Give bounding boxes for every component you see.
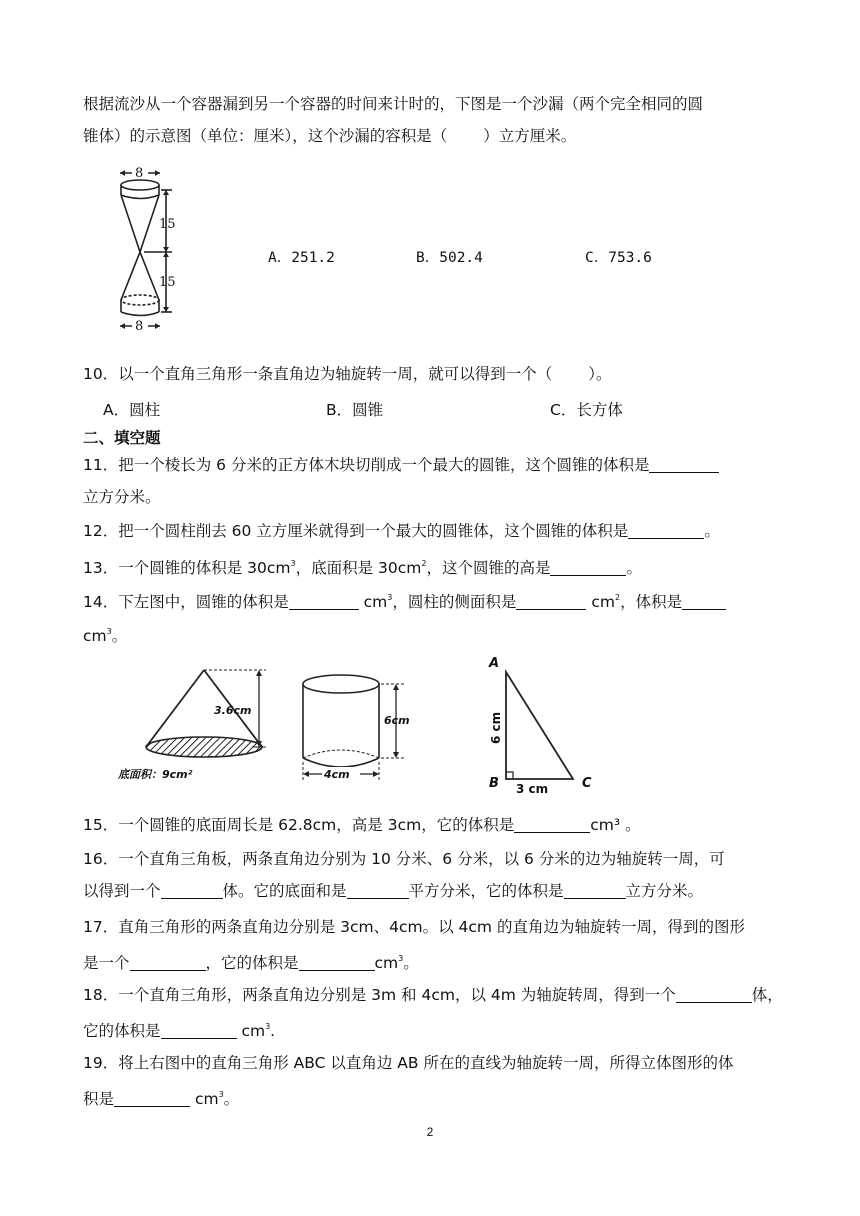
q19-text-c: 。	[223, 1090, 240, 1108]
q17-blank-2[interactable]	[299, 953, 375, 971]
q10-text-b: ）。	[588, 365, 612, 383]
q14-text-e: ，体积是	[620, 593, 683, 611]
q9-line2	[83, 126, 576, 146]
triangle-side-ab: 6 cm	[489, 711, 503, 744]
q13-text-d: 。	[626, 559, 642, 577]
triangle-vertex-c: C	[582, 776, 592, 791]
q17-line2	[83, 949, 419, 973]
q13-sup-3: 3	[290, 559, 296, 568]
cylinder-width-label: 4cm	[324, 768, 350, 781]
cone-height-label: 3.6cm	[214, 704, 252, 717]
q14-text-a: 14．下左图中，圆锥的体积是	[83, 593, 289, 611]
q16-text-c: 平方分米，它的体积是	[408, 882, 564, 900]
hourglass-figure	[104, 166, 184, 336]
cone-figure	[118, 662, 288, 787]
q9-line2-a: 锥体）的示意图（单位：厘米），这个沙漏的容积是（	[83, 127, 448, 145]
triangle-side-bc: 3 cm	[516, 782, 549, 796]
q18-line1	[83, 985, 783, 1005]
q12-end: 。	[704, 522, 720, 540]
q19-text-b: cm	[190, 1090, 219, 1108]
q19-text-a: 积是	[83, 1090, 115, 1108]
q16-text-d: 立方分米。	[625, 882, 704, 900]
q13-sup-2: 2	[421, 559, 427, 568]
hourglass-upper-height: 15	[159, 217, 176, 232]
q14-line1	[83, 588, 726, 612]
q12-line	[83, 521, 720, 541]
q15-end: cm³ 。	[590, 816, 641, 834]
triangle-figure	[480, 652, 600, 796]
q9-option-a[interactable]: A．251.2	[268, 250, 335, 266]
q17-sup-3: 3	[398, 954, 404, 963]
q12-blank[interactable]	[628, 521, 704, 539]
q11-text: 11．把一个棱长为 6 分米的正方体木块切削成一个最大的圆锥，这个圆锥的体积是	[83, 456, 650, 474]
q18-text-e: .	[270, 1022, 276, 1040]
triangle-vertex-b: B	[489, 776, 499, 791]
hourglass-top-width: 8	[135, 166, 144, 181]
q11-line2: 立方分米。	[83, 488, 161, 506]
q18-sup-3: 3	[265, 1022, 271, 1031]
cylinder-height-label: 6cm	[384, 714, 410, 727]
cylinder-figure	[296, 662, 416, 787]
q16-blank-2[interactable]	[347, 881, 409, 899]
q14-sup-2: 2	[614, 593, 621, 602]
q10-option-c[interactable]: C．长方体	[550, 401, 623, 419]
section-title: 二、填空题	[83, 429, 161, 447]
q13-text-a: 13．一个圆锥的体积是 30cm	[83, 559, 291, 577]
q18-blank-1[interactable]	[676, 985, 752, 1003]
q14-blank-3[interactable]	[682, 592, 726, 610]
q19-sup-3: 3	[218, 1090, 224, 1099]
q14-text-c: ，圆柱的侧面积是	[392, 593, 517, 611]
page-number: 2	[426, 1125, 434, 1139]
q18-text-b: 体，	[751, 986, 783, 1004]
q13-line	[83, 554, 642, 578]
q14-sup-3a: 3	[387, 593, 393, 602]
q19-blank[interactable]	[114, 1089, 190, 1107]
q16-text-b: 体。它的底面和是	[222, 882, 347, 900]
q17-line1: 17．直角三角形的两条直角边分别是 3cm、4cm。以 4cm 的直角边为轴旋转一周，得到的图形	[83, 918, 745, 936]
q18-text-c: 它的体积是	[83, 1022, 161, 1040]
q19-line1: 19．将上右图中的直角三角形 ABC 以直角边 AB 所在的直线为轴旋转一周，所得立体图形的体	[83, 1054, 734, 1072]
q11-line1	[83, 455, 719, 475]
q16-line1: 16．一个直角三角板，两条直角边分别为 10 分米、6 分米，以 6 分米的边为轴旋转一周，可	[83, 850, 725, 868]
q18-text-a: 18．一个直角三角形，两条直角边分别是 3m 和 4cm，以 4m 为轴旋转周，得到一个	[83, 986, 676, 1004]
q9-line1: 根据流沙从一个容器漏到另一个容器的时间来计时的，下图是一个沙漏（两个完全相同的圆	[83, 95, 704, 113]
q12-text: 12．把一个圆柱削去 60 立方厘米就得到一个最大的圆锥体，这个圆锥的体积是	[83, 522, 629, 540]
q17-blank-1[interactable]	[130, 953, 206, 971]
q10-option-b[interactable]: B．圆锥	[326, 401, 384, 419]
q16-text-a: 以得到一个	[83, 882, 161, 900]
q17-text-a: 是一个	[83, 954, 130, 972]
hourglass-bottom-width: 8	[135, 319, 144, 334]
q15-text: 15．一个圆锥的底面周长是 62.8cm，高是 3cm，它的体积是	[83, 816, 515, 834]
q18-text-d: cm	[236, 1022, 266, 1040]
q14-line2	[83, 622, 127, 646]
q14-text-b: cm	[358, 593, 388, 611]
q15-blank[interactable]	[514, 815, 590, 833]
q10-text-a: 10．以一个直角三角形一条直角边为轴旋转一周，就可以得到一个（	[83, 365, 553, 383]
q9-option-c[interactable]: C．753.6	[585, 250, 652, 266]
q13-text-b: ，底面积是 30cm	[295, 559, 422, 577]
q18-blank-2[interactable]	[161, 1021, 237, 1039]
q14-blank-2[interactable]	[516, 592, 586, 610]
q19-line2	[83, 1085, 239, 1109]
q14-line2-end: 。	[111, 627, 128, 645]
q13-text-c: ，这个圆锥的高是	[426, 559, 551, 577]
q17-text-c: cm	[374, 954, 399, 972]
triangle-vertex-a: A	[489, 656, 500, 671]
q14-blank-1[interactable]	[289, 592, 359, 610]
hourglass-lower-height: 15	[159, 275, 176, 290]
q16-blank-1[interactable]	[161, 881, 223, 899]
q10-option-a[interactable]: A．圆柱	[103, 401, 161, 419]
q9-line2-b: ）立方厘米。	[483, 127, 577, 145]
q10-text	[83, 364, 612, 384]
q17-text-d: 。	[403, 954, 419, 972]
q13-blank[interactable]	[550, 558, 626, 576]
q14-sup-3b: 3	[106, 627, 112, 636]
q17-text-b: ，它的体积是	[205, 954, 299, 972]
q11-blank[interactable]	[649, 455, 719, 473]
q18-line2	[83, 1017, 275, 1041]
q15-line	[83, 815, 640, 835]
q14-text-f: cm	[83, 627, 107, 645]
q9-option-b[interactable]: B．502.4	[416, 250, 483, 266]
q16-blank-3[interactable]	[564, 881, 626, 899]
q14-text-d: cm	[586, 593, 615, 611]
cone-base-label: 底面积：9cm²	[118, 768, 193, 781]
q16-line2	[83, 881, 703, 901]
